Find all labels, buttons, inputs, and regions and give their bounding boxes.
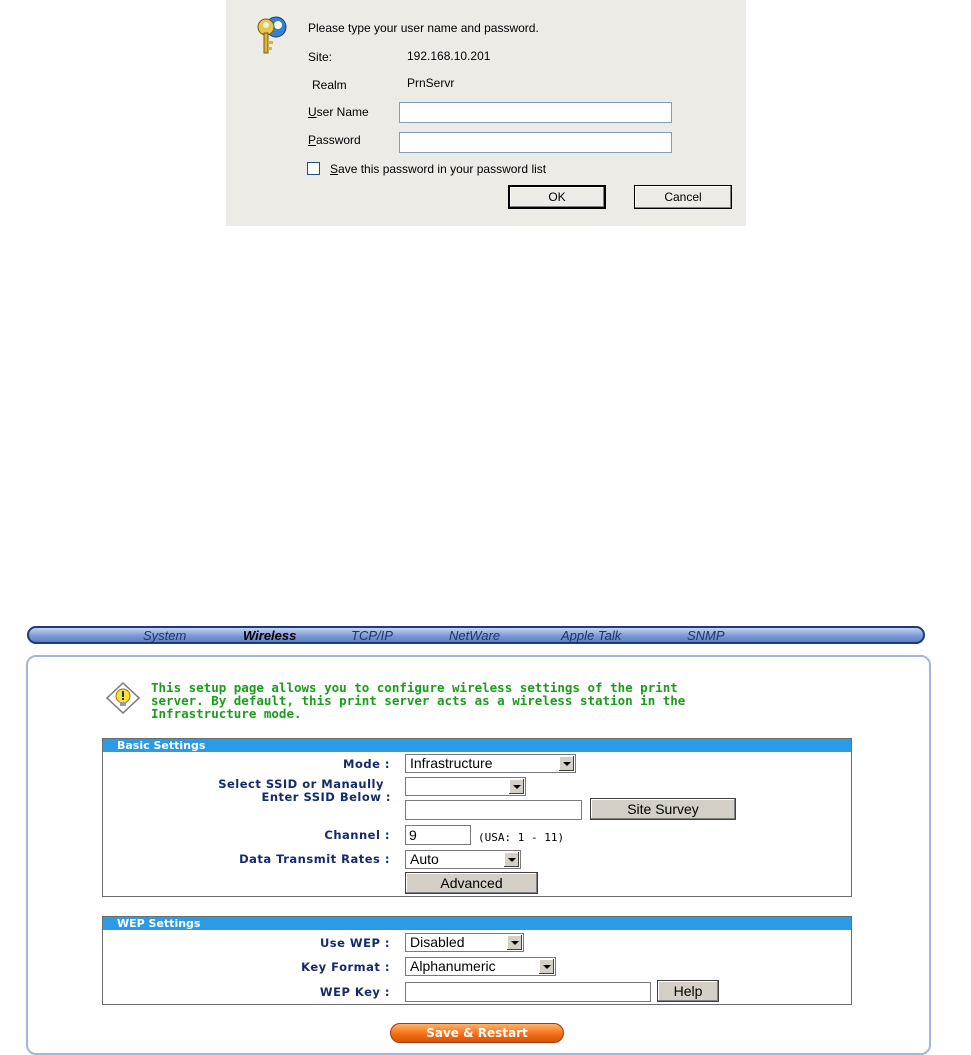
realm-value: PrnServr [407,76,455,90]
mode-value: Infrastructure [410,755,493,771]
tab-netware[interactable]: NetWare [449,628,501,643]
username-label-text: ser Name [316,105,369,119]
data-rate-value: Auto [410,851,439,867]
channel-range-note: (USA: 1 - 11) [478,831,565,844]
save-password-label[interactable] [330,162,546,176]
intro-text [151,681,831,720]
site-value: 192.168.10.201 [407,49,491,63]
advanced-button[interactable]: Advanced [405,872,538,894]
intro-line: server. By default, this print server acts as a wireless station in the [151,693,686,708]
site-survey-button[interactable]: Site Survey [590,798,736,820]
ok-button[interactable]: OK [508,185,606,209]
ssid-select[interactable] [405,777,526,796]
keys-icon [254,14,292,56]
username-input[interactable] [399,102,672,123]
use-wep-select[interactable] [405,933,524,952]
chevron-down-icon[interactable] [504,852,519,867]
chevron-down-icon[interactable] [559,756,574,771]
chevron-down-icon[interactable] [507,935,522,950]
use-wep-value: Disabled [410,934,465,950]
site-label: Site: [308,50,333,64]
tab-apple-talk[interactable]: Apple Talk [561,628,622,643]
realm-label: Realm [312,78,347,92]
use-wep-label: Use WEP : [319,936,390,950]
password-input[interactable] [399,132,672,153]
username-label [308,105,369,119]
key-format-value: Alphanumeric [410,958,496,974]
chevron-down-icon[interactable] [509,779,524,794]
data-rate-label: Data Transmit Rates : [239,852,390,866]
help-button[interactable]: Help [657,980,719,1002]
tab-snmp[interactable]: SNMP [687,628,725,643]
channel-input[interactable]: 9 [405,825,471,845]
ssid-input[interactable] [405,800,582,820]
ssid-label-line1: Select SSID or Manaully [218,777,384,791]
chevron-down-icon[interactable] [539,959,554,974]
mode-select[interactable] [405,754,576,773]
basic-settings-header: Basic Settings [103,739,851,752]
tab-tcpip[interactable]: TCP/IP [351,628,393,643]
key-format-select[interactable] [405,957,556,976]
save-restart-button[interactable]: Save & Restart [390,1023,564,1043]
data-rate-select[interactable] [405,850,521,869]
password-label-accesskey: P [308,133,317,147]
password-label-text: assword [316,133,361,147]
ssid-label-line2: Enter SSID Below : [261,790,391,804]
save-password-text: ave this password in your password list [338,162,547,176]
tab-bar [27,626,925,644]
wep-settings-header: WEP Settings [103,917,851,930]
tab-system[interactable]: System [143,628,187,643]
channel-label: Channel : [324,828,390,842]
intro-line: Infrastructure mode. [151,706,302,721]
key-format-label: Key Format : [301,960,390,974]
save-password-accesskey: S [330,162,339,176]
login-prompt: Please type your user name and password. [308,21,539,35]
login-dialog [226,0,746,226]
password-label [308,133,361,147]
mode-label: Mode : [343,757,390,771]
save-password-checkbox[interactable] [307,162,320,175]
wep-key-label: WEP Key : [319,985,390,999]
info-bulb-icon [106,682,140,714]
intro-line: This setup page allows you to configure wireless settings of the print [151,680,678,695]
tab-wireless[interactable]: Wireless [243,628,297,643]
cancel-button[interactable]: Cancel [634,185,732,209]
username-label-accesskey: U [308,105,317,119]
wep-key-input[interactable] [405,982,651,1002]
